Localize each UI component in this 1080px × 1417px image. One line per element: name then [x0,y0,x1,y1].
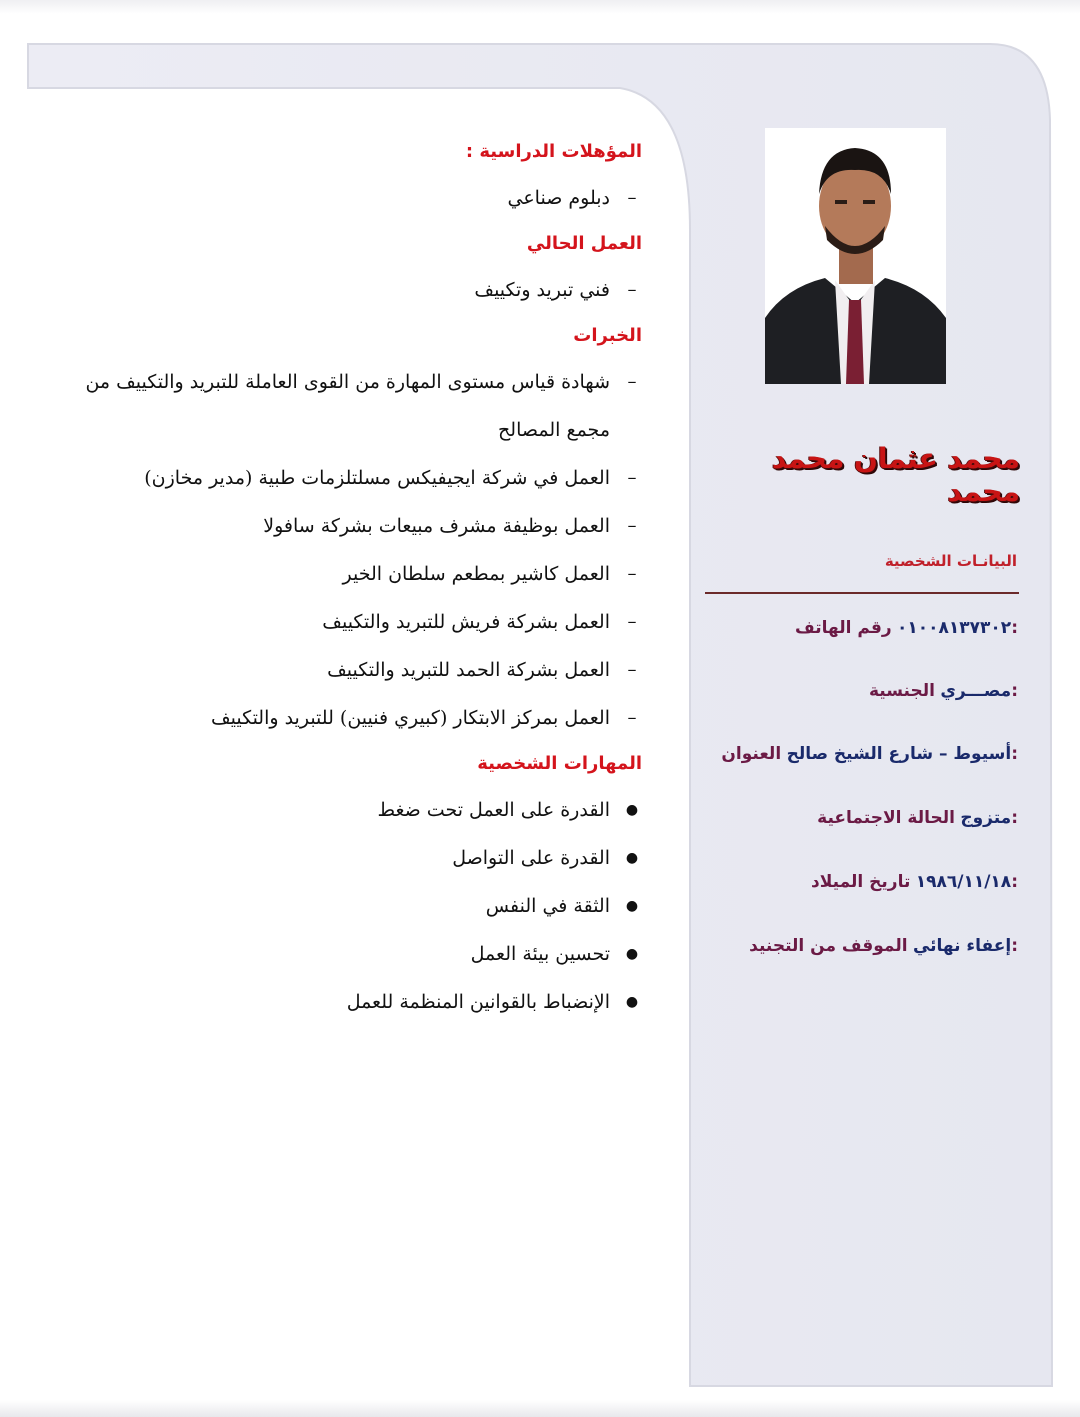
military-row [749,936,1018,956]
list-item: – العمل بوظيفة مشرف مبيعات بشركة سافولا [42,502,642,550]
phone-row [795,618,1018,638]
current-job-heading: العمل الحالي [526,233,642,254]
dash-marker: – [627,515,637,536]
bullet-marker: ● [625,994,639,1010]
list-item: ● القدرة على التواصل [42,834,642,882]
marital-row [817,808,1018,828]
list-item: ● الثقة في النفس [42,882,642,930]
phone-label: رقم الهاتف: [795,618,1018,638]
marital-label: الحالة الاجتماعية: [817,808,1018,828]
list-item: ● الإنضباط بالقوانين المنظمة للعمل [42,978,642,1026]
bullet-marker: ● [625,802,639,818]
list-item: – العمل بمركز الابتكار (كبيري فنيين) للتبريد والتكييف [42,694,642,742]
list-item: – العمل بشركة الحمد للتبريد والتكييف [42,646,642,694]
birthdate-label: تاريخ الميلاد: [811,872,1018,892]
list-item: ● القدرة على العمل تحت ضغط [42,786,642,834]
address-value: أسيوط – شارع الشيخ صالح [786,744,1012,764]
main-content [42,130,642,1026]
dash-marker: – [627,279,637,300]
personal-info-heading: البيانـات الشخصية [884,552,1017,570]
dash-marker: – [627,563,637,584]
dash-marker: – [627,659,637,680]
dash-marker: – [627,707,637,728]
nationality-label: الجنسية: [868,681,1018,701]
education-heading: المؤهلات الدراسية : [465,141,642,162]
divider [705,592,1019,594]
skills-heading: المهارات الشخصية [477,753,642,774]
list-item: – العمل بشركة فريش للتبريد والتكييف [42,598,642,646]
nationality-row [869,681,1018,701]
address-label: العنوان: [721,744,1018,764]
profile-photo [765,128,946,384]
military-label: الموقف من التجنيد: [749,936,1018,956]
birthdate-value: ١٩٨٦/١١/١٨ [915,872,1012,892]
list-item: – شهادة قياس مستوى المهارة من القوى العاملة للتبريد والتكييف من مجمع المصالح [42,358,642,454]
dash-marker: – [627,187,637,208]
bullet-marker: ● [625,850,639,866]
marital-value: متزوج [960,808,1012,828]
experience-heading: الخبرات [573,325,642,346]
birthdate-row [811,872,1018,892]
dash-marker: – [627,371,637,392]
bullet-marker: ● [625,946,639,962]
address-row [721,744,1018,764]
nationality-value: مصـــري [940,681,1012,701]
list-item: – دبلوم صناعي [42,174,642,222]
full-name: محمد عثمان محمد محمد [771,442,1020,508]
phone-value: ٠١٠٠٨١٣٧٣٠٢ [897,618,1012,638]
dash-marker: – [627,611,637,632]
list-item: – العمل كاشير بمطعم سلطان الخير [42,550,642,598]
military-value: إعفاء نهائي [912,936,1012,956]
list-item: ● تحسين بيئة العمل [42,930,642,978]
list-item: – فني تبريد وتكييف [42,266,642,314]
person-photo-icon [765,128,946,384]
list-item: – العمل في شركة ايجيفيكس مسلتلزمات طبية (مدير مخازن) [42,454,642,502]
bullet-marker: ● [625,898,639,914]
dash-marker: – [627,467,637,488]
